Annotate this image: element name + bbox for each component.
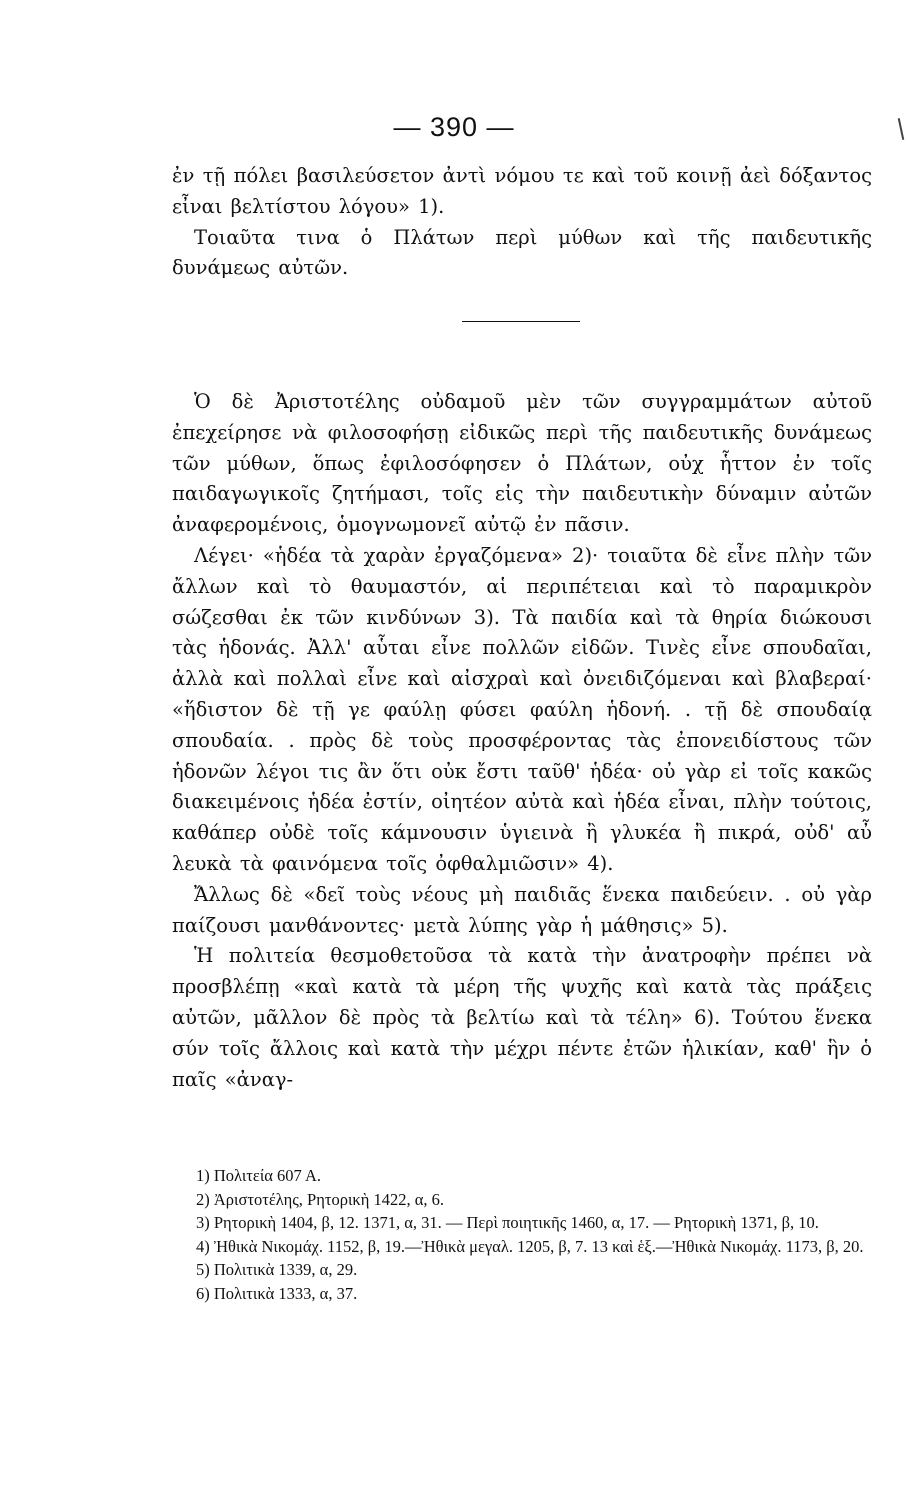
intro-paragraph-1: ἐν τῇ πόλει βασιλεύσετον ἀντὶ νόμου τε καὶ τοῦ κοινῇ ἀεὶ δόξαντος εἶναι βελτίστου λόγου» 1). xyxy=(172,164,872,218)
footnote-2: 2) Ἀριστοτέλης, Ρητορικὴ 1422, α, 6. xyxy=(196,1189,445,1209)
main-paragraph-3: Ἄλλως δὲ «δεῖ τοὺς νέους μὴ παιδιᾶς ἕνεκα παιδεύειν. . οὐ γὰρ παίζουσι μανθάνοντες· μετὰ λύπης γὰρ ἡ μάθησις» 5). xyxy=(172,882,872,937)
intro-text-block xyxy=(172,161,872,284)
main-paragraph-2: Λέγει· «ἡδέα τὰ χαρὰν ἐργαζόμενα» 2)· τοιαῦτα δὲ εἶνε πλὴν τῶν ἄλλων καὶ τὸ θαυμαστόν, αἱ περιπέτειαι καὶ τὸ παραμικρὸν σώζεσθαι ἐκ τῶν κινδύνων 3). Τὰ παιδία καὶ τὰ θηρία διώκουσι τὰς ἡδονάς. Ἀλλ' αὗται εἶνε πολλῶν εἰδῶν. Τινὲς εἶνε σπουδαῖαι, ἀλλὰ καὶ πολλαὶ εἶνε καὶ αἰσχραὶ καὶ ὀνειδιζόμεναι καὶ βλαβεραί· «ἥδιστον δὲ τῇ γε φαύλῃ φύσει φαύλη ἡδονή. . τῇ δὲ σπουδαίᾳ σπουδαία. . πρὸς δὲ τοὺς προσφέροντας τὰς ἐπονειδίστους τῶν ἡδονῶν λέγοι τις ἂν ὅτι οὐκ ἔστι ταῦθ' ἡδέα· οὐ γὰρ εἰ τοῖς κακῶς διακειμένοις ἡδέα ἐστίν, οἰητέον αὐτὰ καὶ ἡδέα εἶναι, πλὴν τούτοις, καθάπερ οὐδὲ τοῖς κάμνουσιν ὑγιεινὰ ἢ γλυκέα ἢ πικρά, οὐδ' αὖ λευκὰ τὰ φαινόμενα τοῖς ὀφθαλμιῶσιν» 4). xyxy=(172,543,872,875)
section-divider xyxy=(462,321,580,322)
footnote-4: 4) Ἠθικὰ Νικομάχ. 1152, β, 19.—Ἠθικὰ μεγαλ. 1205, β, 7. 13 καὶ ἑξ.—Ἠθικὰ Νικομάχ. 1173, β, 20. xyxy=(196,1236,864,1256)
intro-paragraph-2: Τοιαῦτα τινα ὁ Πλάτων περὶ μύθων καὶ τῆς παιδευτικῆς δυνάμεως αὐτῶν. xyxy=(172,225,872,280)
page-number: — 390 — xyxy=(393,112,515,142)
main-paragraph-4: Ἡ πολιτεία θεσμοθετοῦσα τὰ κατὰ τὴν ἀνατροφὴν πρέπει νὰ προσβλέπῃ «καὶ κατὰ τὰ μέρη τῆς ψυχῆς καὶ κατὰ τὰς πράξεις αὐτῶν, μᾶλλον δὲ πρὸς τὰ βελτίω καὶ τὰ τέλη» 6). Τούτου ἕνεκα σύν τοῖς ἄλλοις καὶ κατὰ τὴν μέχρι πέντε ἐτῶν ἡλικίαν, καθ' ἣν ὁ παῖς «ἀναγ- xyxy=(172,944,872,1091)
footnote-5: 5) Πολιτικὰ 1339, α, 29. xyxy=(196,1260,358,1279)
main-paragraph-1: Ὁ δὲ Ἀριστοτέλης οὐδαμοῦ μὲν τῶν συγγραμμάτων αὐτοῦ ἐπεχείρησε νὰ φιλοσοφήσῃ εἰδικῶς περὶ τῆς παιδευτικῆς δυνάμεως τῶν μύθων, ὅπως ἐφιλοσόφησεν ὁ Πλάτων, οὐχ ἧττον ἐν τοῖς παιδαγωγικοῖς ζητήμασι, τοῖς εἰς τὴν παιδευτικὴν δύναμιν αὐτῶν ἀναφερομένοις, ὁμογνωμονεῖ αὐτῷ ἐν πᾶσιν. xyxy=(172,390,872,537)
footnote-1: 1) Πολιτεία 607 Α. xyxy=(196,1166,322,1185)
footnote-6: 6) Πολιτικὰ 1333, α, 37. xyxy=(196,1283,358,1303)
main-text-block xyxy=(172,387,872,1095)
footnotes-section xyxy=(172,1164,872,1305)
footnote-3: 3) Ρητορικὴ 1404, β, 12. 1371, α, 31. — Περὶ ποιητικῆς 1460, α, 17. — Ρητορικὴ 1371, β, 10. xyxy=(196,1213,819,1232)
